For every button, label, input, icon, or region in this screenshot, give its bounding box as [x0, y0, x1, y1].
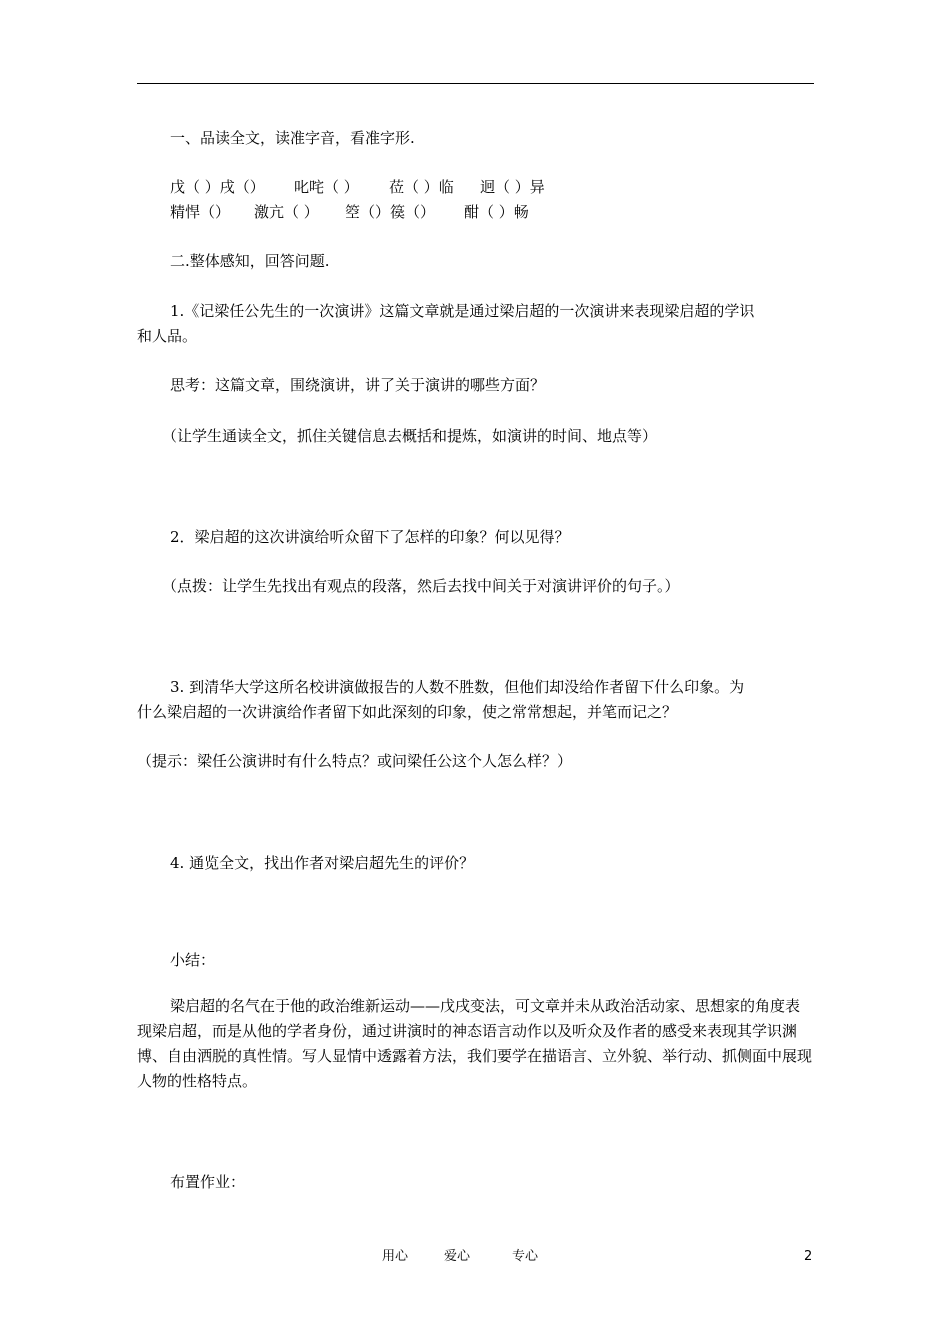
pinyin-item: 精悍（） — [170, 203, 231, 221]
think-hint: （让学生通读全文，抓住关键信息去概括和提炼，如演讲的时间、地点等） — [162, 427, 658, 445]
section1-heading: 一、品读全文，读准字音，看准字形. — [170, 129, 415, 147]
section2-heading: 二.整体感知，回答问题. — [170, 252, 330, 270]
summary-text: 梁启超的名气在于他的政治维新运动——戊戌变法，可文章并未从政治活动家、思想家的角度表现梁启超，而是从他的学者身份，通过讲演时的神态语言动作以及听众及作者的感受来表现其学识渊博、自由洒脱的真性情。写人显情中透露着方法，我们要学在描语言、立外貌、举行动、抓侧面中展现人物的性格特点。 — [137, 997, 813, 1090]
think-prompt: 思考：这篇文章，围绕演讲，讲了关于演讲的哪些方面？ — [170, 376, 546, 394]
pinyin-item: 激亢（ ） — [254, 203, 319, 221]
summary-heading: 小结： — [170, 951, 216, 969]
question-2: 2．梁启超的这次讲演给听众留下了怎样的印象？何以见得？ — [170, 528, 570, 546]
pinyin-item: 叱咤（ ） — [294, 178, 359, 196]
pinyin-item: 酣（ ）畅 — [464, 203, 529, 221]
question-1-line2: 和人品。 — [137, 327, 198, 345]
question-3-line2: 什么梁启超的一次讲演给作者留下如此深刻的印象，使之常常想起，并笔而记之？ — [137, 703, 678, 721]
page-number: 2 — [804, 1249, 813, 1264]
footer-motto: 专心 — [512, 1249, 539, 1264]
pinyin-item: 箜（）篌（） — [345, 203, 436, 221]
question-3-line1: 3. 到清华大学这所名校讲演做报告的人数不胜数，但他们却没给作者留下什么印象。为 — [170, 678, 745, 696]
summary-paragraph — [137, 994, 814, 1094]
pinyin-item: 戊（ ）戌（） — [170, 178, 265, 196]
question-1-line1: 1.《记梁任公先生的一次演讲》这篇文章就是通过梁启超的一次演讲来表现梁启超的学识 — [170, 302, 755, 320]
homework-heading: 布置作业： — [170, 1173, 246, 1191]
question-2-hint: （点拨：让学生先找出有观点的段落，然后去找中间关于对演讲评价的句子。） — [162, 577, 680, 595]
footer-motto: 爱心 — [444, 1249, 471, 1264]
question-3-hint: （提示：梁任公演讲时有什么特点？或问梁任公这个人怎么样？） — [137, 752, 573, 770]
pinyin-item: 迥（ ）异 — [480, 178, 545, 196]
pinyin-item: 莅（ ）临 — [389, 178, 454, 196]
header-rule — [137, 83, 814, 84]
question-4: 4. 通览全文，找出作者对梁启超先生的评价？ — [170, 854, 475, 872]
footer-motto: 用心 — [382, 1249, 409, 1264]
